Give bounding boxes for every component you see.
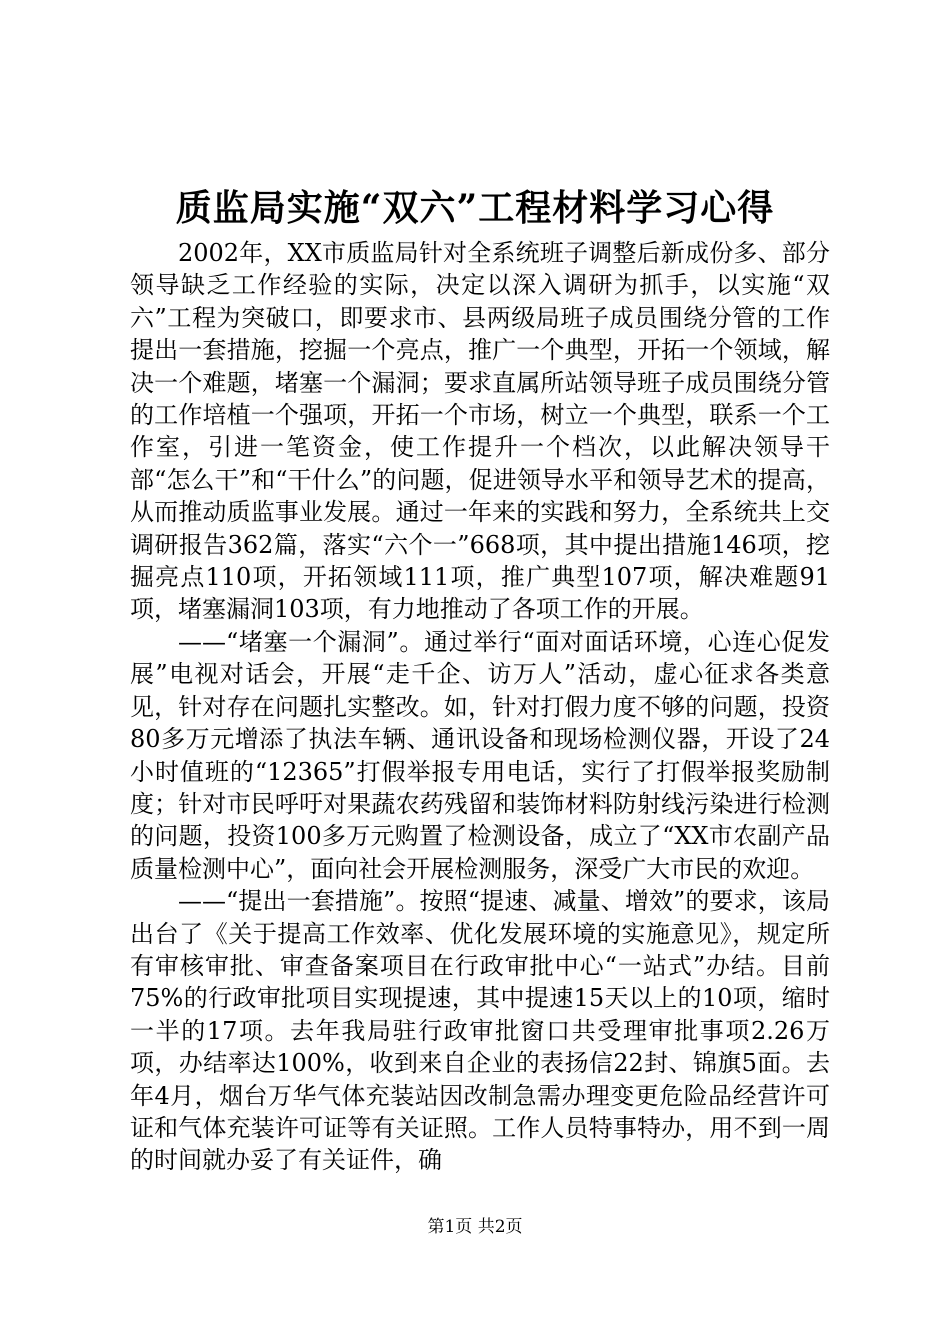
paragraph-2: ——“堵塞一个漏洞”。通过举行“面对面话环境，心连心促发展”电视对话会，开展“走千企、访万人”活动，虚心征求各类意见，针对存在问题扎实整改。如，针对打假力度不够的问题，投资80多万元增添了执法车辆、通讯设备和现场检测仪器，开设了24小时值班的“12365”打假举报专用电话，实行了打假举报奖励制度；针对市民呼吁对果蔬农药残留和装饰材料防射线污染进行检测的问题，投资100多万元购置了检测设备，成立了“XX市农副产品质量检测中心”，面向社会开展检测服务，深受广大市民的欢迎。 bbox=[130, 627, 830, 883]
document-title: 质监局实施“双六”工程材料学习心得 bbox=[175, 187, 775, 229]
paragraph-1: 2002年，XX市质监局针对全系统班子调整后新成份多、部分领导缺乏工作经验的实际，决定以深入调研为抓手，以实施“双六”工程为突破口，即要求市、县两级局班子成员围绕分管的工作提出一套措施，挖掘一个亮点，推广一个典型，开拓一个领域，解决一个难题，堵塞一个漏洞；要求直属所站领导班子成员围绕分管的工作培植一个强项，开拓一个市场，树立一个典型，联系一个工作室，引进一笔资金，使工作提升一个档次，以此解决领导干部“怎么干”和“干什么”的问题，促进领导水平和领导艺术的提高，从而推动质监事业发展。通过一年来的实践和努力，全系统共上交调研报告362篇，落实“六个一”668项，其中提出措施146项，挖掘亮点110项，开拓领域111项，推广典型107项，解决难题91项，堵塞漏洞103项，有力地推动了各项工作的开展。 bbox=[130, 239, 830, 624]
page-footer: 第1页 共2页 bbox=[427, 1217, 523, 1237]
paragraph-3: ——“提出一套措施”。按照“提速、减量、增效”的要求，该局出台了《关于提高工作效率、优化发展环境的实施意见》，规定所有审核审批、审查备案项目在行政审批中心“一站式”办结。目前75%的行政审批项目实现提速，其中提速15天以上的10项，缩时一半的17项。去年我局驻行政审批窗口共受理审批事项2.26万项，办结率达100%，收到来自企业的表扬信22封、锦旗5面。去年4月，烟台万华气体充装站因改制急需办理变更危险品经营许可证和气体充装许可证等有关证照。工作人员特事特办，用不到一周的时间就办妥了有关证件，确 bbox=[130, 887, 830, 1175]
document-body bbox=[130, 237, 830, 1177]
